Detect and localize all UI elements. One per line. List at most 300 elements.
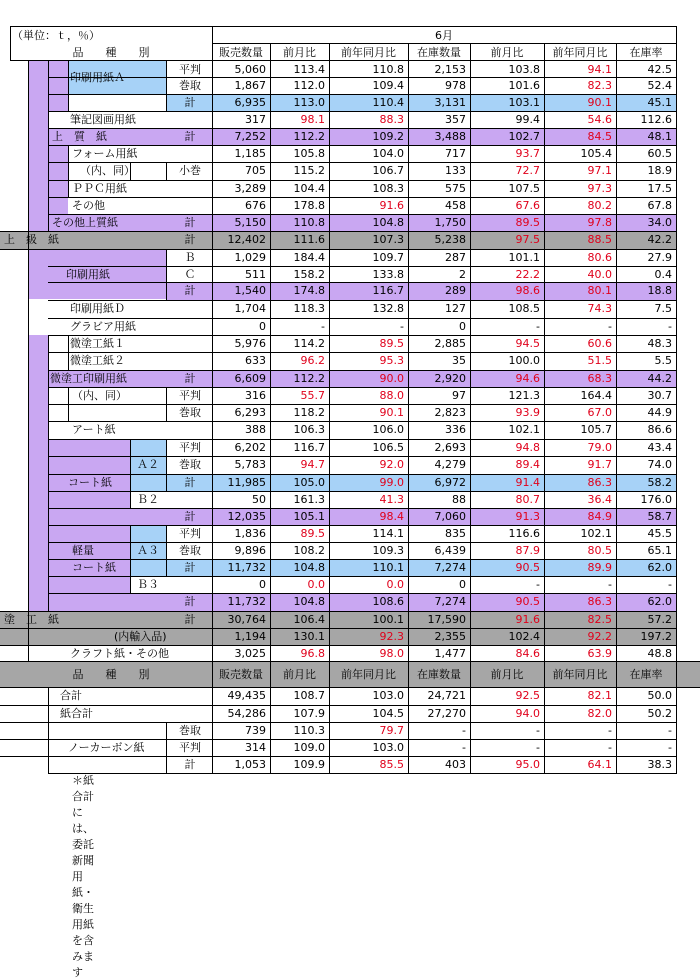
data-cell: 100.1 (372, 613, 404, 626)
data-cell: 22.2 (515, 268, 540, 281)
data-cell: 93.7 (515, 147, 540, 160)
data-cell: 92.2 (587, 630, 612, 643)
data-cell: 80.1 (587, 284, 612, 297)
grid-line (166, 439, 167, 492)
data-cell: 161.3 (293, 493, 325, 506)
data-cell: 6,609 (234, 372, 266, 385)
row-label-heiban: 平判 (179, 441, 201, 454)
data-cell: 3,131 (434, 96, 466, 109)
data-cell: 65.1 (647, 544, 672, 557)
data-cell: 575 (445, 182, 466, 195)
row-label-art: アート紙 (72, 423, 116, 436)
data-cell: 6,972 (434, 476, 466, 489)
data-cell: 105.4 (580, 147, 612, 160)
column-header-2: 在庫率 (629, 668, 663, 681)
row-label-uchi: （内、同） (80, 164, 135, 177)
data-cell: 0.4 (654, 268, 672, 281)
data-cell: 110.4 (372, 96, 404, 109)
row-label-sonota-joshitsu: その他上質紙 (52, 216, 118, 229)
data-cell: 90.5 (515, 561, 540, 574)
data-cell: 7,274 (434, 595, 466, 608)
data-cell: 94.0 (515, 707, 540, 720)
data-cell: 0 (259, 578, 266, 591)
row-label-kei: 計 (184, 284, 196, 297)
row-label-bitoko1: 微塗工紙１ (70, 337, 125, 350)
data-cell: 91.6 (515, 613, 540, 626)
row-label-craft: クラフト紙・その他 (70, 647, 169, 660)
data-cell: 86.6 (647, 423, 672, 436)
data-cell: 103.8 (508, 63, 540, 76)
data-cell: 54.6 (587, 113, 612, 126)
data-cell: 49,435 (227, 689, 266, 702)
row-label-c: Ｃ (184, 268, 196, 281)
data-cell: 88.5 (587, 233, 612, 246)
row-label-insatsu: 印刷用紙 (66, 268, 110, 281)
data-cell: 94.1 (587, 63, 612, 76)
row-label-makitori: 巻取 (179, 544, 201, 557)
data-cell: 676 (245, 199, 266, 212)
row-label-gokei: 合計 (60, 689, 82, 702)
row-label-joshitsu: 上 質 紙 (52, 130, 107, 143)
data-cell: 67.0 (587, 406, 612, 419)
data-cell: 114.2 (293, 337, 325, 350)
row-label-bitoko2: 微塗工紙２ (70, 354, 125, 367)
row-label-b3: Ｂ３ (137, 578, 159, 591)
row-label-kei: 計 (184, 96, 196, 109)
data-cell: 633 (245, 354, 266, 367)
data-cell: 100.0 (508, 354, 540, 367)
data-cell: 108.3 (372, 182, 404, 195)
column-header: 販売数量 (219, 46, 263, 59)
data-cell: 88.3 (379, 113, 404, 126)
data-cell: 11,732 (227, 595, 266, 608)
data-cell: 2,153 (434, 63, 466, 76)
data-cell: 4,279 (434, 458, 466, 471)
data-cell: 717 (445, 147, 466, 160)
data-cell: 197.2 (640, 630, 672, 643)
data-cell: 739 (245, 724, 266, 737)
data-cell: 17.5 (647, 182, 672, 195)
row-label-kei: 計 (184, 561, 196, 574)
data-cell: 110.8 (293, 216, 325, 229)
data-cell: 112.2 (293, 372, 325, 385)
data-cell: 62.0 (647, 595, 672, 608)
data-cell: 5,150 (234, 216, 266, 229)
column-header: 前年同月比 (341, 46, 396, 59)
row-label-a3: Ａ３ (137, 544, 159, 557)
data-cell: 2,920 (434, 372, 466, 385)
data-cell: 287 (445, 251, 466, 264)
data-cell: 67.6 (515, 199, 540, 212)
data-cell: 99.4 (515, 113, 540, 126)
data-cell: 1,704 (234, 302, 266, 315)
data-cell: 94.7 (300, 458, 325, 471)
data-cell: 105.1 (293, 510, 325, 523)
row-label-kei: 計 (184, 595, 196, 608)
data-cell: 99.0 (379, 476, 404, 489)
data-cell: 92.0 (379, 458, 404, 471)
data-cell: 82.3 (587, 79, 612, 92)
data-cell: 36.4 (587, 493, 612, 506)
data-cell: 94.8 (515, 441, 540, 454)
data-cell: 102.7 (508, 130, 540, 143)
data-cell: 11,732 (227, 561, 266, 574)
data-cell: 27.9 (647, 251, 672, 264)
data-cell: 105.8 (293, 147, 325, 160)
data-cell: 41.3 (379, 493, 404, 506)
data-cell: 48.8 (647, 647, 672, 660)
data-cell: 1,053 (234, 758, 266, 771)
data-cell: 106.7 (372, 164, 404, 177)
data-cell: 30,764 (227, 613, 266, 626)
data-cell: 104.4 (293, 182, 325, 195)
data-cell: 12,035 (227, 510, 266, 523)
data-cell: 0 (459, 320, 466, 333)
row-label-kei: 計 (184, 613, 196, 626)
grid-line (166, 249, 167, 301)
data-cell: 68.3 (587, 372, 612, 385)
data-cell: 85.5 (379, 758, 404, 771)
data-cell: 89.5 (300, 527, 325, 540)
footnote: ＊紙合計には、委託新聞用紙・衛生用紙を含みます (72, 774, 94, 979)
data-cell: 2,885 (434, 337, 466, 350)
data-cell: 55.7 (300, 389, 325, 402)
data-cell: 174.8 (293, 284, 325, 297)
data-cell: 88.0 (379, 389, 404, 402)
data-cell: 106.4 (293, 613, 325, 626)
data-cell: 9,896 (234, 544, 266, 557)
data-cell: 108.7 (293, 689, 325, 702)
data-cell: 93.9 (515, 406, 540, 419)
data-cell: 1,185 (234, 147, 266, 160)
row-label-bitoko-insatsu: 微塗工印刷用紙 (50, 372, 127, 385)
grid-line (48, 387, 49, 422)
data-cell: 98.1 (300, 113, 325, 126)
data-cell: 115.2 (293, 164, 325, 177)
data-cell: 34.0 (647, 216, 672, 229)
data-cell: 104.8 (293, 561, 325, 574)
row-label-makitori: 巻取 (179, 458, 201, 471)
column-header-2: 前月比 (490, 668, 524, 681)
data-cell: 96.2 (300, 354, 325, 367)
column-header: 前月比 (490, 46, 524, 59)
row-label-insatsu-d: 印刷用紙Ｄ (70, 302, 125, 315)
data-cell: 317 (245, 113, 266, 126)
data-cell: 1,194 (234, 630, 266, 643)
data-cell: 67.8 (647, 199, 672, 212)
data-cell: 84.6 (515, 647, 540, 660)
data-cell: 118.3 (293, 302, 325, 315)
row-label-toko: 塗 工 紙 (4, 613, 59, 626)
unit-label: （単位：ｔ，％） (12, 29, 100, 42)
data-cell: 103.0 (372, 741, 404, 754)
data-cell: 132.8 (372, 302, 404, 315)
data-cell: 91.7 (587, 458, 612, 471)
data-cell: - (668, 724, 672, 737)
data-cell: 98.4 (379, 510, 404, 523)
data-cell: 105.7 (580, 423, 612, 436)
data-cell: 111.6 (293, 233, 325, 246)
row-label-hikki: 筆記図画用紙 (70, 113, 136, 126)
data-cell: 978 (445, 79, 466, 92)
row-label-jokyu: 上 級 紙 (4, 233, 59, 246)
column-header: 前月比 (283, 46, 316, 59)
data-cell: 35 (452, 354, 466, 367)
data-cell: 5,238 (434, 233, 466, 246)
data-cell: 90.0 (379, 372, 404, 385)
data-cell: - (536, 578, 540, 591)
grid-line (166, 61, 167, 112)
row-label-nocarbon: ノーカーボン紙 (68, 741, 145, 754)
row-label-kei: 計 (184, 510, 196, 523)
data-cell: 104.0 (372, 147, 404, 160)
data-cell: 57.2 (647, 613, 672, 626)
data-cell: 101.6 (508, 79, 540, 92)
data-cell: 94.6 (515, 372, 540, 385)
data-cell: - (668, 320, 672, 333)
data-cell: 104.5 (372, 707, 404, 720)
data-cell: - (608, 724, 612, 737)
data-cell: 103.1 (508, 96, 540, 109)
grid-line (48, 687, 49, 774)
data-cell: 42.2 (647, 233, 672, 246)
data-cell: 12,402 (227, 233, 266, 246)
data-cell: 88 (452, 493, 466, 506)
row-label-keiryo: 軽量 (72, 544, 94, 557)
group-shade (28, 335, 48, 626)
row-label-b2: Ｂ２ (137, 493, 159, 506)
data-cell: 90.1 (379, 406, 404, 419)
data-cell: 316 (245, 389, 266, 402)
data-cell: 106.5 (372, 441, 404, 454)
data-cell: 91.3 (515, 510, 540, 523)
data-cell: - (608, 578, 612, 591)
data-cell: 3,488 (434, 130, 466, 143)
data-cell: 44.2 (647, 372, 672, 385)
row-label-kei: 計 (184, 233, 196, 246)
data-cell: 106.3 (293, 423, 325, 436)
data-cell: 82.5 (587, 613, 612, 626)
data-cell: 51.5 (587, 354, 612, 367)
data-cell: 511 (245, 268, 266, 281)
data-cell: 0 (459, 578, 466, 591)
data-cell: 114.1 (372, 527, 404, 540)
data-cell: - (462, 741, 466, 754)
row-label-naiyunyu: (内輸入品) (114, 630, 167, 643)
data-cell: 127 (445, 302, 466, 315)
data-cell: 84.5 (587, 130, 612, 143)
data-cell: 1,867 (234, 79, 266, 92)
data-cell: 40.0 (587, 268, 612, 281)
group-shade (28, 61, 48, 231)
data-cell: 2,355 (434, 630, 466, 643)
data-cell: 1,477 (434, 647, 466, 660)
data-cell: 103.0 (372, 689, 404, 702)
row-label-kei: 計 (184, 130, 196, 143)
data-cell: 58.7 (647, 510, 672, 523)
data-cell: 0.0 (307, 578, 325, 591)
data-cell: 43.4 (647, 441, 672, 454)
data-cell: 109.2 (372, 130, 404, 143)
data-cell: 1,750 (434, 216, 466, 229)
column-header-2: 在庫数量 (417, 668, 461, 681)
data-cell: 107.3 (372, 233, 404, 246)
column-header-2: 前年同月比 (341, 668, 396, 681)
data-cell: 1,540 (234, 284, 266, 297)
data-cell: 90.1 (587, 96, 612, 109)
data-cell: - (536, 724, 540, 737)
data-cell: 91.6 (379, 199, 404, 212)
data-cell: 7,252 (234, 130, 266, 143)
data-cell: - (321, 320, 325, 333)
row-label-kei: 計 (184, 372, 196, 385)
row-label-kami-gokei: 紙合計 (60, 707, 93, 720)
data-cell: 50.0 (647, 689, 672, 702)
data-cell: 38.3 (647, 758, 672, 771)
data-cell: 2 (459, 268, 466, 281)
data-cell: 60.5 (647, 147, 672, 160)
data-cell: 18.9 (647, 164, 672, 177)
data-cell: - (608, 741, 612, 754)
data-cell: 109.3 (372, 544, 404, 557)
data-cell: 105.0 (293, 476, 325, 489)
data-cell: - (400, 320, 404, 333)
data-cell: 102.1 (580, 527, 612, 540)
data-cell: 110.1 (372, 561, 404, 574)
data-cell: 336 (445, 423, 466, 436)
data-cell: 112.2 (293, 130, 325, 143)
data-cell: 89.4 (515, 458, 540, 471)
data-cell: 3,289 (234, 182, 266, 195)
data-cell: 705 (245, 164, 266, 177)
data-cell: 74.3 (587, 302, 612, 315)
row-label-komaki: 小巻 (179, 164, 201, 177)
data-cell: - (668, 741, 672, 754)
data-cell: 289 (445, 284, 466, 297)
row-label-coat: コート紙 (68, 476, 112, 489)
grid-line (166, 722, 167, 774)
data-cell: 176.0 (640, 493, 672, 506)
data-cell: 89.5 (379, 337, 404, 350)
grid-line (48, 335, 49, 612)
kind-header: 品 種 別 (72, 46, 150, 59)
data-cell: 110.3 (293, 724, 325, 737)
data-cell: - (608, 320, 612, 333)
data-cell: 63.9 (587, 647, 612, 660)
data-cell: 3,025 (234, 647, 266, 660)
data-cell: 48.1 (647, 130, 672, 143)
data-cell: 121.3 (508, 389, 540, 402)
data-cell: 95.3 (379, 354, 404, 367)
data-cell: 95.0 (515, 758, 540, 771)
data-cell: 184.4 (293, 251, 325, 264)
data-cell: 7.5 (654, 302, 672, 315)
row-label-heiban: 平判 (179, 741, 201, 754)
kind-header-2: 品 種 別 (72, 668, 150, 681)
data-cell: 178.8 (293, 199, 325, 212)
data-cell: 102.1 (508, 423, 540, 436)
data-cell: 50.2 (647, 707, 672, 720)
grid-line (166, 525, 167, 577)
data-cell: 113.0 (293, 96, 325, 109)
data-cell: 1,836 (234, 527, 266, 540)
data-cell: 92.5 (515, 689, 540, 702)
row-label-uchi-2: （内、同） (72, 389, 127, 402)
data-cell: 48.3 (647, 337, 672, 350)
column-header: 在庫数量 (417, 46, 461, 59)
data-cell: - (536, 741, 540, 754)
data-cell: 79.7 (379, 724, 404, 737)
row-label-gravure: グラビア用紙 (70, 320, 136, 333)
row-label-kei: 計 (184, 758, 196, 771)
data-cell: 89.9 (587, 561, 612, 574)
data-cell: 2,693 (434, 441, 466, 454)
data-cell: 107.5 (508, 182, 540, 195)
data-cell: 2,823 (434, 406, 466, 419)
data-cell: 54,286 (227, 707, 266, 720)
column-header: 在庫率 (629, 46, 663, 59)
data-cell: 458 (445, 199, 466, 212)
grid-line (48, 773, 677, 774)
data-cell: 82.0 (587, 707, 612, 720)
data-cell: 97.5 (515, 233, 540, 246)
row-label-ppc: ＰＰＣ用紙 (72, 182, 127, 195)
data-cell: 45.1 (647, 96, 672, 109)
row-label-insatsu-a: 印刷用紙Ａ (70, 71, 125, 84)
data-cell: 7,060 (434, 510, 466, 523)
data-cell: 112.6 (640, 113, 672, 126)
data-cell: 80.6 (587, 251, 612, 264)
data-cell: 104.8 (293, 595, 325, 608)
data-cell: 133.8 (372, 268, 404, 281)
data-cell: 6,935 (234, 96, 266, 109)
row-label-makitori: 巻取 (179, 724, 201, 737)
data-cell: 108.2 (293, 544, 325, 557)
data-cell: 6,293 (234, 406, 266, 419)
data-cell: - (536, 320, 540, 333)
data-cell: 98.0 (379, 647, 404, 660)
row-label-kei: 計 (184, 216, 196, 229)
row-label-makitori: 巻取 (179, 406, 201, 419)
data-cell: 5,976 (234, 337, 266, 350)
data-cell: 79.0 (587, 441, 612, 454)
data-cell: 164.4 (580, 389, 612, 402)
data-cell: 80.7 (515, 493, 540, 506)
data-cell: 116.6 (508, 527, 540, 540)
grid-line (68, 387, 69, 422)
data-cell: 82.1 (587, 689, 612, 702)
grid-line (28, 61, 29, 662)
grid-line (28, 249, 29, 301)
data-cell: 74.0 (647, 458, 672, 471)
data-cell: 18.8 (647, 284, 672, 297)
data-cell: 101.1 (508, 251, 540, 264)
data-cell: 64.1 (587, 758, 612, 771)
data-cell: 133 (445, 164, 466, 177)
row-label-heiban: 平判 (179, 527, 201, 540)
data-cell: 7,274 (434, 561, 466, 574)
data-cell: 50 (252, 493, 266, 506)
data-cell: 27,270 (427, 707, 466, 720)
data-cell: 116.7 (293, 441, 325, 454)
grid-line (166, 387, 167, 422)
data-cell: 110.8 (372, 63, 404, 76)
data-cell: 5,060 (234, 63, 266, 76)
data-cell: 107.9 (293, 707, 325, 720)
data-cell: 62.0 (647, 561, 672, 574)
grid-line (68, 335, 69, 371)
data-cell: 11,985 (227, 476, 266, 489)
